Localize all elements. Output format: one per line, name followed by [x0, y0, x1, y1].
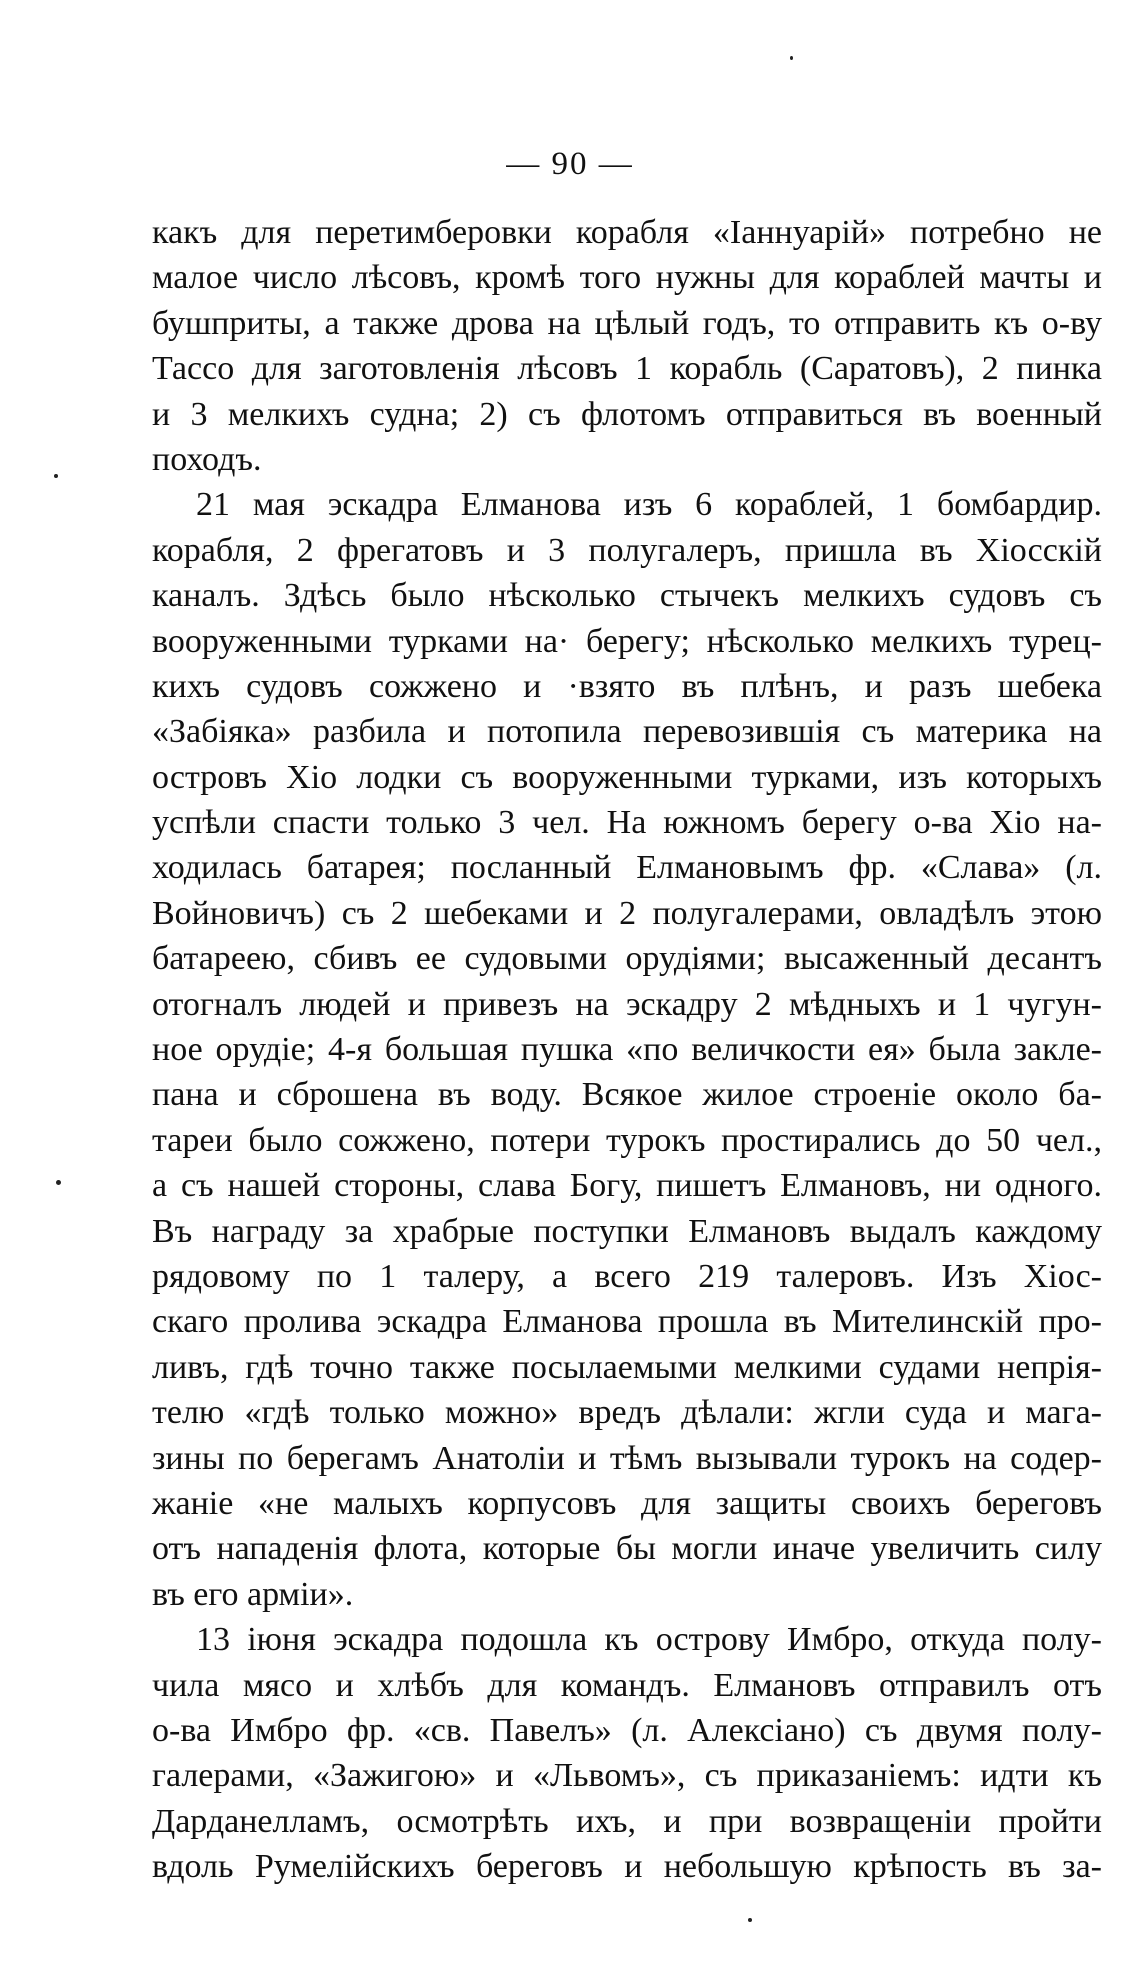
text-line: Въ награду за храбрые поступки Елмановъ выдалъ каждому: [152, 1212, 1102, 1250]
text-line: и 3 мелкихъ судна; 2) съ флотомъ отправиться въ военный: [152, 395, 1102, 433]
text-line: вооруженными турками на· берегу; нѣсколько мелкихъ турец-: [152, 622, 1102, 660]
text-line: ходилась батарея; посланный Елмановымъ фр. «Слава» (л.: [152, 849, 1102, 887]
text-line: тареи было сожжено, потери турокъ простирались до 50 чел.,: [152, 1121, 1102, 1159]
text-line: батареею, сбивъ ее судовыми орудіями; высаженный десантъ: [152, 940, 1102, 978]
text-line: Войновичъ) съ 2 шебеками и 2 полугалерами, овладѣлъ этою: [152, 894, 1102, 932]
text-line: 13 іюня эскадра подошла къ острову Имбро, откуда полу-: [196, 1621, 1102, 1659]
text-line: скаго пролива эскадра Елманова прошла въ Мителинскій про-: [152, 1303, 1102, 1341]
text-line: островъ Хіо лодки съ вооруженными турками, изъ которыхъ: [152, 758, 1102, 796]
text-line: пана и сброшена въ воду. Всякое жилое строеніе около ба-: [152, 1076, 1102, 1114]
text-line: а съ нашей стороны, слава Богу, пишетъ Елмановъ, ни одного.: [152, 1167, 1102, 1205]
text-line: чила мясо и хлѣбъ для командъ. Елмановъ отправилъ отъ: [152, 1666, 1102, 1704]
scan-speck: [54, 474, 58, 478]
text-line: малое число лѣсовъ, кромѣ того нужны для кораблей мачты и: [152, 259, 1102, 297]
scan-speck: [748, 1918, 752, 1922]
text-line: отогналъ людей и привезъ на эскадру 2 мѣдныхъ и 1 чугун-: [152, 985, 1102, 1023]
text-line: походъ.: [152, 440, 262, 478]
text-line: отъ нападенія флота, которые бы могли иначе увеличить силу: [152, 1530, 1102, 1568]
text-line: ливъ, гдѣ точно также посылаемыми мелкими судами непрія-: [152, 1348, 1102, 1386]
text-line: о-ва Имбро фр. «св. Павелъ» (л. Алексіано) съ двумя полу-: [152, 1711, 1102, 1749]
text-line: Дарданелламъ, осмотрѣть ихъ, и при возвращеніи пройти: [152, 1802, 1102, 1840]
scan-speck: [790, 56, 793, 60]
text-line: какъ для перетимберовки корабля «Іаннуарій» потребно не: [152, 214, 1102, 251]
text-line: жаніе «не малыхъ корпусовъ для защиты своихъ береговъ: [152, 1484, 1102, 1522]
text-line: телю «гдѣ только можно» вредъ дѣлали: жгли суда и магa-: [152, 1394, 1102, 1432]
text-line: галерами, «Зажигою» и «Львомъ», съ приказаніемъ: идти къ: [152, 1757, 1102, 1795]
scan-speck: [56, 1180, 61, 1185]
text-line: каналъ. Здѣсь было нѣсколько стычекъ мелкихъ судовъ съ: [152, 577, 1102, 615]
text-line: кихъ судовъ сожжено и ·взято въ плѣнъ, и разъ шебека: [152, 667, 1102, 705]
text-line: зины по берегамъ Анатоліи и тѣмъ вызывали турокъ на содер-: [152, 1439, 1102, 1477]
text-line: корабля, 2 фрегатовъ и 3 полугалеръ, пришла въ Хіосскій: [152, 531, 1102, 569]
text-line: бушприты, а также дрова на цѣлый годъ, то отправить къ о-ву: [152, 304, 1102, 342]
text-line: Тассо для заготовленія лѣсовъ 1 корабль (Саратовъ), 2 пинка: [152, 350, 1102, 388]
text-line: рядовому по 1 талеру, а всего 219 талеровъ. Изъ Хіос-: [152, 1257, 1102, 1295]
body-text: [152, 210, 1102, 1889]
page-number: — 90 —: [506, 146, 634, 182]
text-line: въ его арміи».: [152, 1575, 354, 1613]
text-line: «Забіяка» разбила и потопила перевозившія съ материка на: [152, 713, 1102, 751]
text-line: успѣли спасти только 3 чел. На южномъ берегу о-ва Хіо на-: [152, 804, 1102, 842]
text-line: 21 мая эскадра Елманова изъ 6 кораблей, 1 бомбардир.: [196, 486, 1102, 524]
text-line: ное орудіе; 4-я большая пушка «по величкости ея» была закле-: [152, 1031, 1102, 1069]
text-line: вдоль Румелійскихъ береговъ и небольшую крѣпость въ за-: [152, 1848, 1102, 1886]
